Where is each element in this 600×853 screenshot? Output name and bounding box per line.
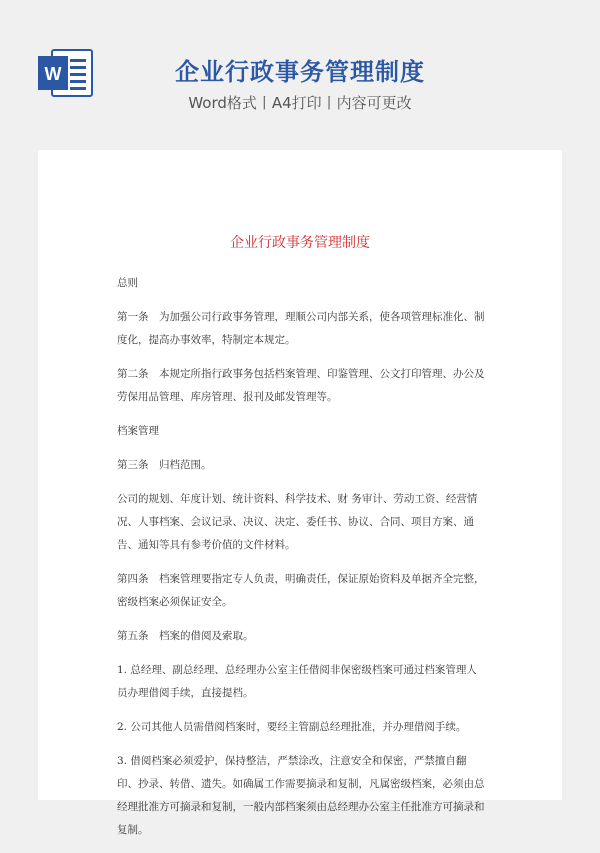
paragraph: 第二条 本规定所指行政事务包括档案管理、印鉴管理、公文打印管理、办公及劳保用品管理、库房管理、报刊及邮发管理等。 — [117, 368, 485, 403]
document-page — [38, 150, 562, 836]
paragraph: 第四条 档案管理要指定专人负责，明确责任，保证原始资料及单据齐全完整，密级档案必须保证安全。 — [117, 573, 485, 608]
section-heading: 总则 — [117, 277, 138, 289]
section-heading: 档案管理 — [117, 425, 159, 437]
paragraph: 1. 总经理、副总经理、总经理办公室主任借阅非保密级档案可通过档案管理人员办理借阅手续，直接提档。 — [117, 664, 477, 699]
page-title: 企业行政事务管理制度 — [175, 58, 425, 86]
header — [0, 0, 600, 150]
paragraph: 公司的规划、年度计划、统计资料、科学技术、财 务审计、劳动工资、经营情况、人事档案、会议记录、决议、决定、委任书、协议、合同、项目方案、通告、通知等具有参考价值的文件材料。 — [117, 493, 478, 551]
paragraph: 3. 借阅档案必须爱护，保持整洁，严禁涂改，注意安全和保密，严禁擅自翻印、抄录、转借、遗失。如确属工作需要摘录和复制，凡属密级档案，必须由总经理批准方可摘录和复制，一般内部档案须由总经理办公室主任批准方可摘录和复制。 — [117, 755, 485, 836]
paragraph: 第三条 归档范围。 — [117, 459, 212, 471]
paragraph: 第五条 档案的借阅及索取。 — [117, 630, 254, 642]
paragraph: 第一条 为加强公司行政事务管理，理顺公司内部关系，使各项管理标准化、制度化，提高办事效率，特制定本规定。 — [117, 311, 485, 346]
paragraph: 2. 公司其他人员需借阅档案时，要经主管副总经理批准，并办理借阅手续。 — [117, 721, 467, 733]
logo-letter: W — [44, 64, 62, 84]
document-body — [117, 272, 485, 853]
page-subtitle: Word格式丨A4打印丨内容可更改 — [188, 94, 412, 112]
document-title: 企业行政事务管理制度 — [230, 235, 370, 251]
